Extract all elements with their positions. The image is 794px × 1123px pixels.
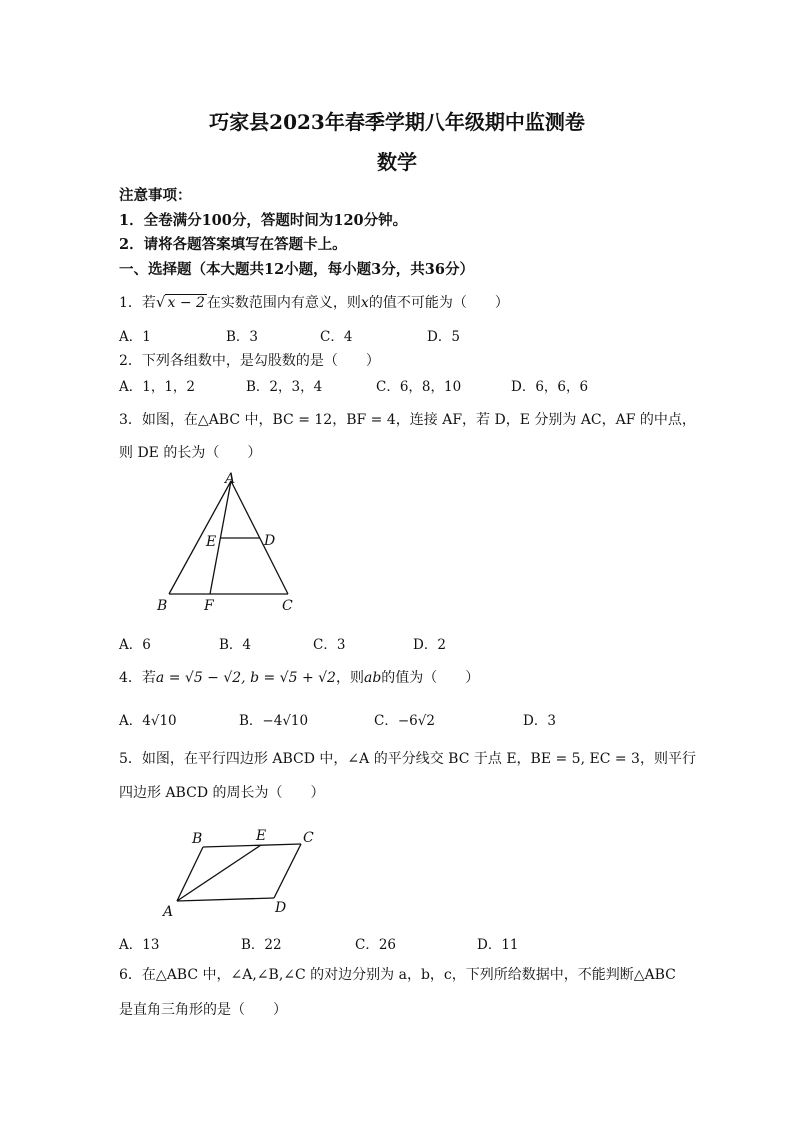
section-heading: 一、选择题（本大题共12小题，每小题3分，共36分）: [119, 261, 474, 278]
q4-option-a: A．4√10: [119, 713, 177, 729]
q2-option-a: A．1，1，2: [119, 379, 196, 395]
label-e: E: [206, 534, 217, 550]
q3-option-a: A．6: [119, 637, 151, 653]
parallelogram-figure: [150, 820, 350, 920]
label-a: A: [225, 471, 236, 487]
notes-heading: 注意事项：: [119, 187, 192, 204]
question-4: 4．若a = √5 − √2, b = √5 + √2，则ab的值为（ ）: [119, 670, 480, 686]
exam-title: 巧家县2023年春季学期八年级期中监测卷: [209, 110, 585, 134]
question-2: 2．下列各组数中，是勾股数的是（ ）: [119, 353, 380, 369]
q1-option-a: A．1: [119, 329, 151, 345]
label-b: B: [192, 831, 203, 847]
label-c: C: [303, 830, 314, 846]
triangle-figure: [120, 468, 320, 618]
q4-option-d: D．3: [523, 713, 556, 729]
q1-option-c: C．4: [320, 329, 353, 345]
label-b: B: [157, 598, 168, 614]
question-6: 6．在△ABC 中，∠A,∠B,∠C 的对边分别为 a，b，c，下列所给数据中，不能判断△ABC: [119, 967, 676, 983]
q3-option-b: B．4: [219, 637, 252, 653]
question-5: 5．如图，在平行四边形 ABCD 中，∠A 的平分线交 BC 于点 E，BE = 5, EC = 3，则平行: [119, 751, 696, 767]
question-1: 1．若√ x − 2 在实数范围内有意义，则x的值不可能为（ ）: [119, 293, 509, 311]
exam-subject: 数学: [377, 150, 417, 174]
sqrt-expression: √ x − 2: [155, 293, 205, 311]
q2-option-b: B．2，3，4: [246, 379, 323, 395]
q2-option-d: D．6，6，6: [511, 379, 589, 395]
question-3-line-2: 则 DE 的长为（ ）: [119, 445, 262, 461]
label-d: D: [275, 900, 287, 916]
q5-option-c: C．26: [355, 937, 397, 953]
label-c: C: [282, 598, 293, 614]
question-6-line-2: 是直角三角形的是（ ）: [119, 1002, 287, 1018]
label-e: E: [256, 828, 267, 844]
q4-option-c: C．−6√2: [374, 713, 435, 729]
q5-option-d: D．11: [477, 937, 519, 953]
q5-option-b: B．22: [241, 937, 282, 953]
q5-option-a: A．13: [119, 937, 160, 953]
q1-option-b: B．3: [226, 329, 259, 345]
note-item-1: 1．全卷满分100分，答题时间为120分钟。: [119, 212, 408, 229]
question-3: 3．如图，在△ABC 中，BC = 12，BF = 4，连接 AF，若 D，E 分别为 AC，AF 的中点，: [119, 412, 696, 428]
label-f: F: [204, 598, 214, 614]
q4-option-b: B．−4√10: [239, 713, 309, 729]
note-item-2: 2．请将各题答案填写在答题卡上。: [119, 236, 347, 253]
q2-option-c: C．6，8，10: [376, 379, 462, 395]
q1-option-d: D．5: [427, 329, 460, 345]
label-d: D: [264, 533, 276, 549]
q3-option-d: D．2: [413, 637, 446, 653]
question-5-line-2: 四边形 ABCD 的周长为（ ）: [119, 785, 325, 801]
q3-option-c: C．3: [313, 637, 346, 653]
math-expression: a = √5 − √2, b = √5 + √2: [155, 670, 336, 686]
label-a: A: [163, 904, 174, 920]
